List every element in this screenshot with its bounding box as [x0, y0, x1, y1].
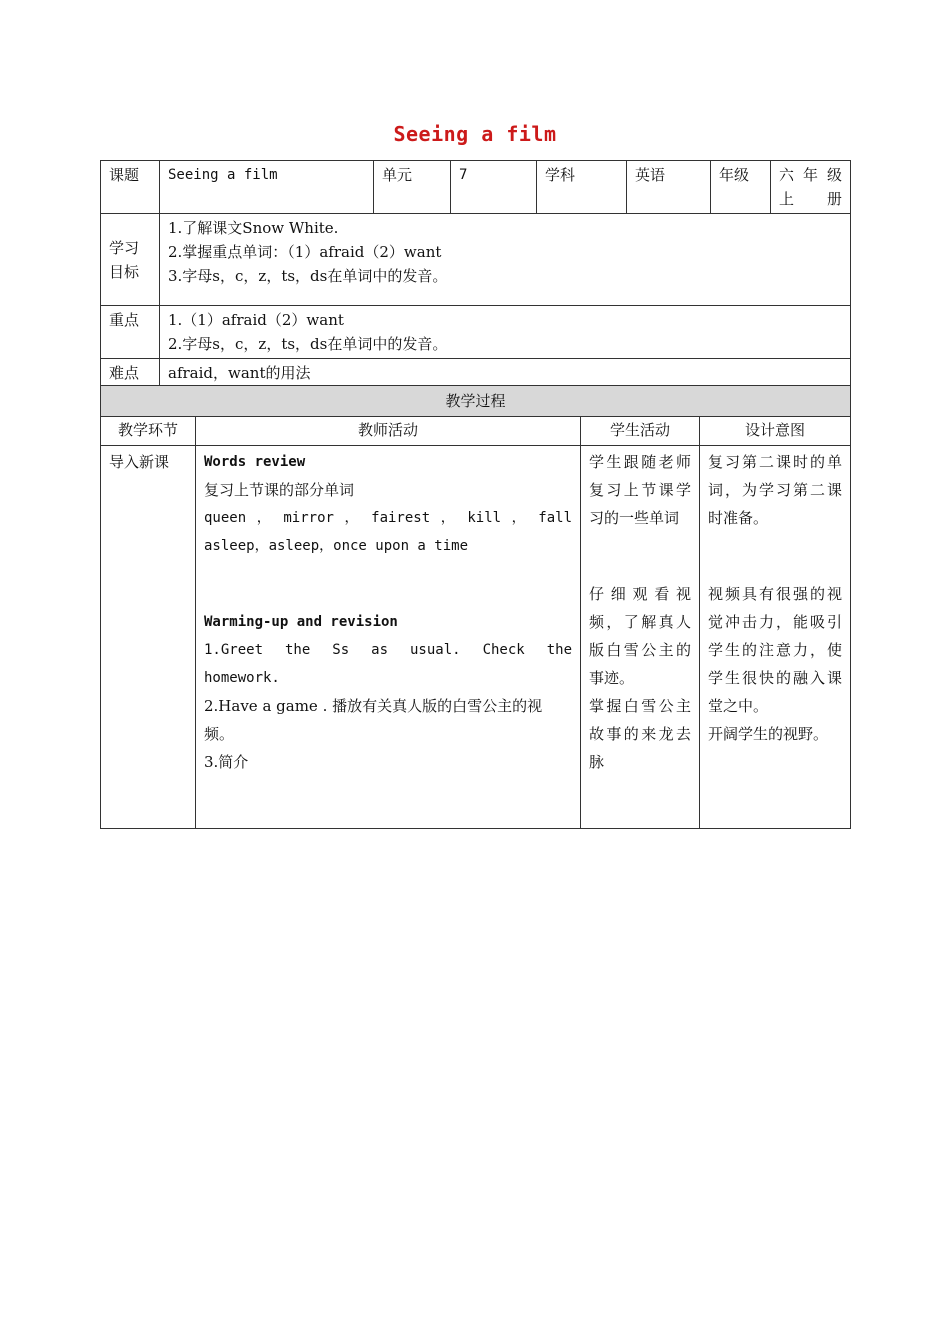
teaching-process-table: [100, 385, 851, 829]
difficulties-content: afraid，want的用法: [160, 359, 851, 389]
warmup-step-1: 1.Greet the Ss as usual. Check the homework.: [204, 642, 572, 686]
objective-item: 1.了解课文Snow White.: [168, 219, 339, 237]
student-activity-1: 学生跟随老师复习上节课学习的一些单词: [589, 453, 691, 527]
lesson-info-table: [100, 160, 851, 389]
student-activity-2: 仔细观看视频，了解真人版白雪公主的事迹。: [589, 585, 691, 687]
warmup-step-2: 2.Have a game . 播放有关真人版的白雪公主的视频。: [204, 697, 543, 743]
section-gap: [708, 532, 842, 580]
grade-label: 年级: [711, 161, 771, 214]
objectives-label: 学习目标: [101, 214, 160, 306]
key-point-item: 2.字母s，c，z，ts，ds在单词中的发音。: [168, 335, 448, 353]
unit-value: 7: [451, 161, 537, 214]
objective-item: 2.掌握重点单词：（1）afraid（2）want: [168, 243, 442, 261]
teacher-activity-cell: [196, 446, 581, 829]
topic-label: 课题: [101, 161, 160, 214]
unit-label: 单元: [374, 161, 451, 214]
review-word-list: queen ， mirror ， fairest ， kill ， fall asleep，asleep，once upon a time: [204, 510, 572, 554]
stage-cell: 导入新课: [101, 446, 196, 829]
warming-up-heading: Warming-up and revision: [204, 614, 398, 630]
objectives-content: [160, 214, 851, 306]
design-intent-1: 复习第二课时的单词，为学习第二课时准备。: [708, 453, 843, 527]
section-gap: [589, 532, 691, 580]
page-title: Seeing a film: [393, 122, 557, 146]
key-point-item: 1.（1）afraid（2）want: [168, 311, 344, 329]
design-intent-3: 开阔学生的视野。: [708, 725, 829, 743]
design-intent-2: 视频具有很强的视觉冲击力，能吸引学生的注意力，使学生很快的融入课堂之中。: [708, 585, 843, 715]
subject-label: 学科: [537, 161, 627, 214]
subject-value: 英语: [627, 161, 711, 214]
section-gap: [204, 560, 572, 608]
difficulties-label: 难点: [101, 359, 160, 389]
topic-value: Seeing a film: [160, 161, 374, 214]
grade-value: 六 年 级 上册: [771, 161, 851, 214]
words-review-heading: Words review: [204, 454, 306, 470]
review-instruction: 复习上节课的部分单词: [204, 481, 355, 499]
design-intent-cell: [700, 446, 851, 829]
student-activity-3: 掌握白雪公主故事的来龙去脉: [589, 697, 691, 771]
process-band-title: 教学过程: [101, 386, 851, 417]
key-points-label: 重点: [101, 306, 160, 359]
key-points-content: [160, 306, 851, 359]
student-activity-cell: [581, 446, 700, 829]
header-student: 学生活动: [581, 417, 700, 446]
header-teacher: 教师活动: [196, 417, 581, 446]
header-intent: 设计意图: [700, 417, 851, 446]
objective-item: 3.字母s，c，z，ts，ds在单词中的发音。: [168, 267, 448, 285]
header-stage: 教学环节: [101, 417, 196, 446]
warmup-step-3: 3.简介: [204, 753, 249, 771]
